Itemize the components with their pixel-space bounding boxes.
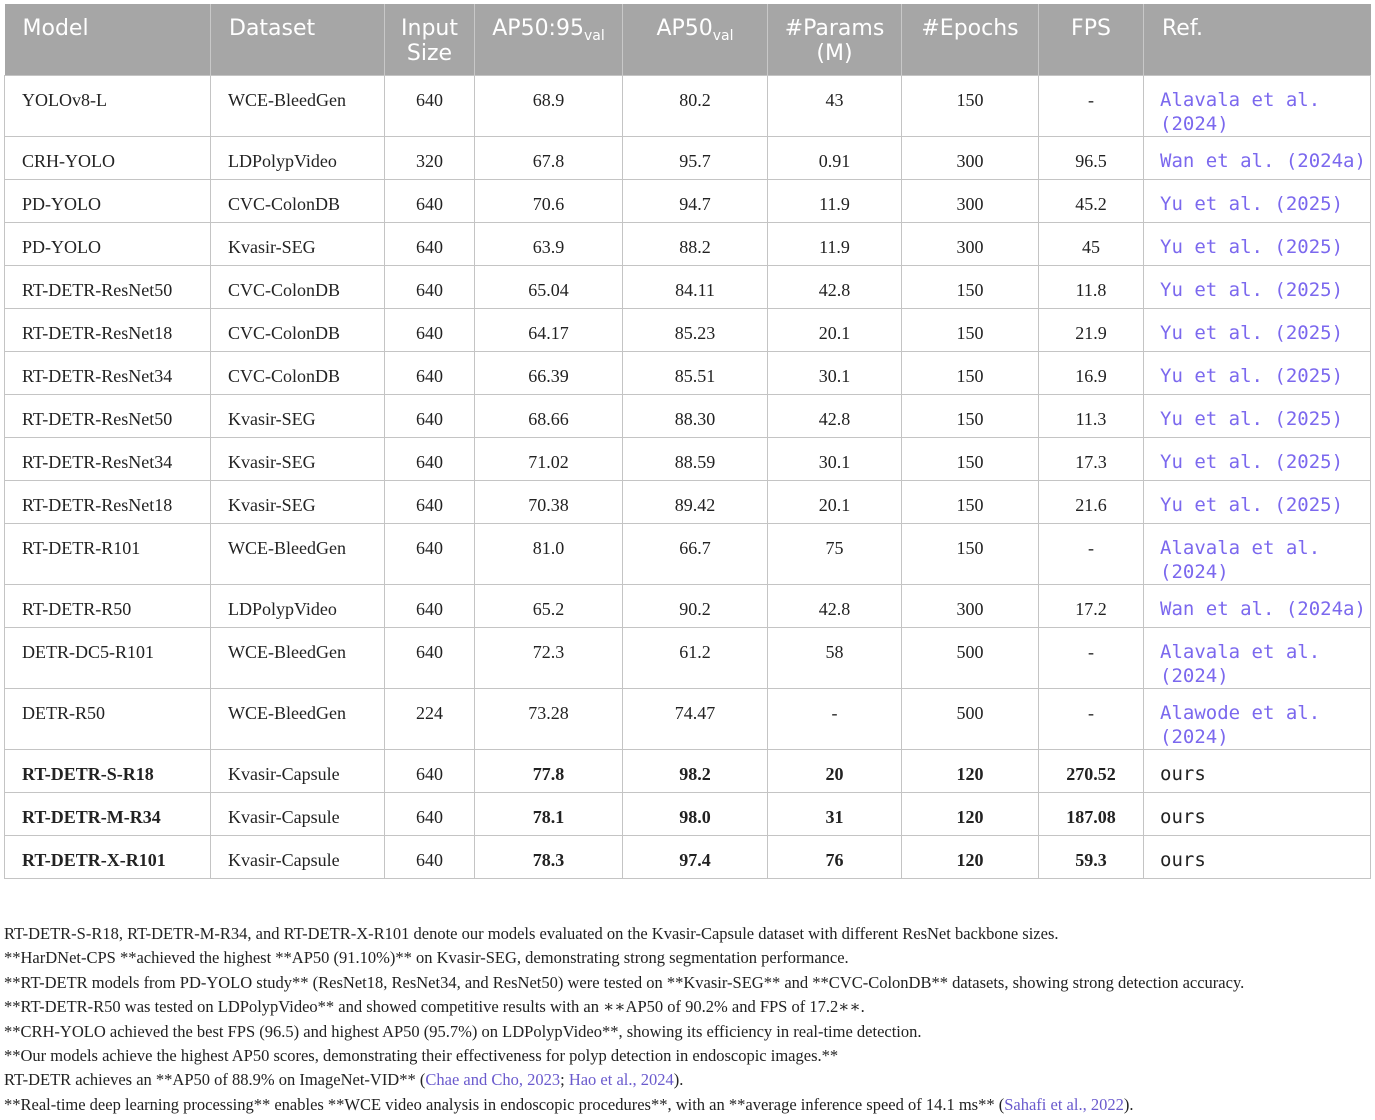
cell-epochs: 150: [902, 481, 1039, 524]
cell-params: 76: [768, 836, 902, 879]
ref-link[interactable]: Wan et al. (2024a): [1160, 598, 1366, 620]
cell-ap5095: 68.9: [475, 76, 623, 137]
cell-ap50: 94.7: [623, 180, 768, 223]
table-row: [5, 438, 1371, 481]
ref-link[interactable]: Yu et al. (2025): [1160, 408, 1344, 430]
cell-ref: ours: [1144, 793, 1371, 836]
cell-params: 0.91: [768, 137, 902, 180]
cell-fps: 11.8: [1039, 266, 1144, 309]
cell-input-size: 640: [385, 352, 475, 395]
cell-ref[interactable]: [1144, 137, 1371, 180]
cell-ap50: 84.11: [623, 266, 768, 309]
cell-epochs: 500: [902, 628, 1039, 689]
cell-fps: -: [1039, 628, 1144, 689]
footnote-text: ).: [673, 1070, 684, 1090]
cell-fps: 21.9: [1039, 309, 1144, 352]
table-row-ours: [5, 836, 1371, 879]
cell-ref[interactable]: [1144, 266, 1371, 309]
cell-ap5095: 63.9: [475, 223, 623, 266]
table-row: [5, 223, 1371, 266]
cell-params: 42.8: [768, 585, 902, 628]
ref-link[interactable]: Yu et al. (2025): [1160, 322, 1344, 344]
cell-ref[interactable]: [1144, 438, 1371, 481]
header-epochs: #Epochs: [902, 4, 1039, 76]
cell-input-size: 640: [385, 481, 475, 524]
ref-link[interactable]: Alawode et al.: [1160, 702, 1321, 724]
cell-params: 11.9: [768, 223, 902, 266]
cell-ap50: 85.51: [623, 352, 768, 395]
table-row: [5, 352, 1371, 395]
cell-ap50: 88.2: [623, 223, 768, 266]
table-row: [5, 481, 1371, 524]
ref-link[interactable]: Yu et al. (2025): [1160, 236, 1344, 258]
cell-fps: 16.9: [1039, 352, 1144, 395]
cell-ap5095: 73.28: [475, 689, 623, 750]
cell-ref[interactable]: [1144, 628, 1371, 689]
header-ref: Ref.: [1144, 4, 1371, 76]
table-footnotes: [4, 922, 1370, 1117]
cell-dataset: WCE-BleedGen: [211, 689, 385, 750]
ref-link[interactable]: Alavala et al.: [1160, 537, 1321, 559]
cell-model: RT-DETR-ResNet34: [5, 438, 211, 481]
cell-ref[interactable]: [1144, 223, 1371, 266]
header-ap5095: $AP50:95_{val}$: [475, 4, 623, 76]
table-row: [5, 309, 1371, 352]
cell-dataset: LDPolypVideo: [211, 585, 385, 628]
cell-epochs: 500: [902, 689, 1039, 750]
cell-ref: ours: [1144, 750, 1371, 793]
cell-ap50: 89.42: [623, 481, 768, 524]
cell-model: DETR-R50: [5, 689, 211, 750]
table-header-row: [5, 4, 1371, 76]
ref-link[interactable]: Yu et al. (2025): [1160, 279, 1344, 301]
cell-fps: 59.3: [1039, 836, 1144, 879]
cell-fps: 45.2: [1039, 180, 1144, 223]
cell-ap5095: 70.6: [475, 180, 623, 223]
footnote: **RT-DETR-R50 was tested on LDPolypVideo** and showed competitive results with an ∗∗AP50 of 90.2% and FPS of 17.2∗∗.: [4, 997, 865, 1017]
cell-ap50: 74.47: [623, 689, 768, 750]
table-body: [5, 76, 1371, 879]
ref-link[interactable]: Yu et al. (2025): [1160, 451, 1344, 473]
cell-params: 31: [768, 793, 902, 836]
cell-ap50: 95.7: [623, 137, 768, 180]
cell-model: PD-YOLO: [5, 223, 211, 266]
cell-fps: 11.3: [1039, 395, 1144, 438]
cell-ap5095: 81.0: [475, 524, 623, 585]
cell-ap5095: 78.3: [475, 836, 623, 879]
cell-model: RT-DETR-R101: [5, 524, 211, 585]
cell-ap5095: 65.04: [475, 266, 623, 309]
footnote: [4, 1068, 1370, 1092]
cell-dataset: WCE-BleedGen: [211, 524, 385, 585]
cell-ref[interactable]: [1144, 352, 1371, 395]
cell-model: RT-DETR-ResNet18: [5, 481, 211, 524]
cell-ref[interactable]: [1144, 585, 1371, 628]
cell-epochs: 150: [902, 524, 1039, 585]
table-row: [5, 137, 1371, 180]
cell-input-size: 640: [385, 585, 475, 628]
header-fps: FPS: [1039, 4, 1144, 76]
cell-ref[interactable]: [1144, 689, 1371, 750]
cell-dataset: LDPolypVideo: [211, 137, 385, 180]
cell-params: 42.8: [768, 266, 902, 309]
citation-link[interactable]: Hao et al., 2024: [568, 1070, 674, 1090]
cell-dataset: CVC-ColonDB: [211, 180, 385, 223]
cell-epochs: 150: [902, 438, 1039, 481]
citation-link[interactable]: Chae and Cho, 2023: [425, 1070, 561, 1090]
cell-ap50: 85.23: [623, 309, 768, 352]
cell-ap5095: 71.02: [475, 438, 623, 481]
cell-fps: -: [1039, 689, 1144, 750]
cell-ref[interactable]: [1144, 76, 1371, 137]
cell-model: CRH-YOLO: [5, 137, 211, 180]
ref-link-year[interactable]: (2024): [1160, 665, 1229, 687]
cell-epochs: 120: [902, 836, 1039, 879]
table-row-ours: [5, 793, 1371, 836]
cell-ap50: 98.0: [623, 793, 768, 836]
cell-input-size: 640: [385, 309, 475, 352]
table-row: [5, 628, 1371, 689]
cell-ap50: 66.7: [623, 524, 768, 585]
cell-ap5095: 77.8: [475, 750, 623, 793]
cell-model: DETR-DC5-R101: [5, 628, 211, 689]
citation-link[interactable]: Sahafi et al., 2022: [1004, 1094, 1124, 1114]
table-row: [5, 395, 1371, 438]
cell-fps: 96.5: [1039, 137, 1144, 180]
cell-ap5095: 64.17: [475, 309, 623, 352]
cell-dataset: Kvasir-Capsule: [211, 836, 385, 879]
cell-ap5095: 68.66: [475, 395, 623, 438]
cell-model: RT-DETR-R50: [5, 585, 211, 628]
cell-dataset: WCE-BleedGen: [211, 76, 385, 137]
cell-ap5095: 67.8: [475, 137, 623, 180]
cell-dataset: Kvasir-SEG: [211, 438, 385, 481]
header-ap50: $AP50_{val}$: [623, 4, 768, 76]
cell-model: RT-DETR-X-R101: [5, 836, 211, 879]
footnote: **RT-DETR models from PD-YOLO study** (ResNet18, ResNet34, and ResNet50) were tested on **Kvasir-SEG** and **CVC-ColonDB** datasets, showing strong detection accuracy.: [4, 972, 1245, 992]
cell-epochs: 150: [902, 395, 1039, 438]
cell-ap50: 97.4: [623, 836, 768, 879]
cell-ap5095: 65.2: [475, 585, 623, 628]
footnote: [4, 1093, 1370, 1117]
cell-params: 30.1: [768, 352, 902, 395]
cell-input-size: 640: [385, 223, 475, 266]
footnote-text: ;: [560, 1070, 569, 1090]
cell-dataset: Kvasir-Capsule: [211, 793, 385, 836]
cell-ref[interactable]: [1144, 524, 1371, 585]
cell-ap50: 88.30: [623, 395, 768, 438]
results-table: [4, 4, 1371, 879]
cell-input-size: 640: [385, 628, 475, 689]
cell-epochs: 150: [902, 266, 1039, 309]
cell-params: 58: [768, 628, 902, 689]
cell-dataset: Kvasir-SEG: [211, 223, 385, 266]
cell-dataset: CVC-ColonDB: [211, 266, 385, 309]
cell-model: PD-YOLO: [5, 180, 211, 223]
cell-epochs: 300: [902, 137, 1039, 180]
cell-epochs: 150: [902, 309, 1039, 352]
cell-model: YOLOv8-L: [5, 76, 211, 137]
ref-link[interactable]: Yu et al. (2025): [1160, 494, 1344, 516]
cell-epochs: 120: [902, 793, 1039, 836]
footnote: **Our models achieve the highest AP50 scores, demonstrating their effectiveness for polyp detection in endoscopic images.**: [4, 1046, 839, 1066]
cell-params: 43: [768, 76, 902, 137]
cell-ap5095: 70.38: [475, 481, 623, 524]
footnote: RT-DETR-S-R18, RT-DETR-M-R34, and RT-DETR-X-R101 denote our models evaluated on the Kvasir-Capsule dataset with different ResNet backbone sizes.: [4, 924, 1059, 943]
cell-fps: 270.52: [1039, 750, 1144, 793]
cell-params: 20.1: [768, 481, 902, 524]
cell-params: 30.1: [768, 438, 902, 481]
cell-ap50: 80.2: [623, 76, 768, 137]
cell-input-size: 224: [385, 689, 475, 750]
header-dataset: Dataset: [211, 4, 385, 76]
cell-model: RT-DETR-ResNet50: [5, 266, 211, 309]
cell-model: RT-DETR-M-R34: [5, 793, 211, 836]
cell-epochs: 300: [902, 223, 1039, 266]
cell-fps: 17.2: [1039, 585, 1144, 628]
cell-input-size: 640: [385, 438, 475, 481]
cell-fps: 17.3: [1039, 438, 1144, 481]
cell-ref: ours: [1144, 836, 1371, 879]
cell-ref[interactable]: [1144, 309, 1371, 352]
cell-params: 75: [768, 524, 902, 585]
ref-link-year[interactable]: (2024): [1160, 113, 1229, 135]
cell-ap50: 98.2: [623, 750, 768, 793]
ref-link-year[interactable]: (2024): [1160, 726, 1229, 748]
cell-input-size: 640: [385, 395, 475, 438]
cell-ap50: 88.59: [623, 438, 768, 481]
ref-link[interactable]: Wan et al. (2024a): [1160, 150, 1366, 172]
cell-fps: 187.08: [1039, 793, 1144, 836]
cell-input-size: 640: [385, 750, 475, 793]
footnote-text: RT-DETR achieves an **AP50 of 88.9% on ImageNet-VID** (: [4, 1070, 426, 1090]
cell-input-size: 640: [385, 180, 475, 223]
cell-params: -: [768, 689, 902, 750]
cell-dataset: Kvasir-SEG: [211, 395, 385, 438]
cell-dataset: Kvasir-Capsule: [211, 750, 385, 793]
header-model: Model: [5, 4, 211, 76]
ref-link[interactable]: Yu et al. (2025): [1160, 193, 1344, 215]
ref-link[interactable]: Alavala et al.: [1160, 641, 1321, 663]
cell-ref[interactable]: [1144, 481, 1371, 524]
cell-ap5095: 66.39: [475, 352, 623, 395]
cell-ref[interactable]: [1144, 180, 1371, 223]
cell-input-size: 640: [385, 524, 475, 585]
cell-input-size: 640: [385, 266, 475, 309]
cell-dataset: Kvasir-SEG: [211, 481, 385, 524]
cell-params: 20: [768, 750, 902, 793]
table-row: [5, 585, 1371, 628]
cell-epochs: 150: [902, 352, 1039, 395]
ref-link[interactable]: Alavala et al.: [1160, 89, 1321, 111]
cell-ap50: 61.2: [623, 628, 768, 689]
cell-input-size: 640: [385, 793, 475, 836]
table-row-ours: [5, 750, 1371, 793]
header-input-size: Input Size: [385, 4, 475, 76]
table-row: [5, 180, 1371, 223]
table-row: [5, 524, 1371, 585]
cell-epochs: 300: [902, 585, 1039, 628]
header-params: #Params (M): [768, 4, 902, 76]
cell-ref[interactable]: [1144, 395, 1371, 438]
footnote-text: ).: [1123, 1094, 1134, 1114]
cell-input-size: 640: [385, 836, 475, 879]
cell-ap5095: 78.1: [475, 793, 623, 836]
table-row: [5, 689, 1371, 750]
table-row: [5, 266, 1371, 309]
cell-model: RT-DETR-ResNet34: [5, 352, 211, 395]
footnote: **HarDNet-CPS **achieved the highest **AP50 (91.10%)** on Kvasir-SEG, demonstrating strong segmentation performance.: [4, 948, 849, 968]
cell-fps: 45: [1039, 223, 1144, 266]
cell-params: 42.8: [768, 395, 902, 438]
cell-params: 11.9: [768, 180, 902, 223]
cell-epochs: 150: [902, 76, 1039, 137]
ref-link-year[interactable]: (2024): [1160, 561, 1229, 583]
cell-input-size: 640: [385, 76, 475, 137]
cell-dataset: WCE-BleedGen: [211, 628, 385, 689]
ref-link[interactable]: Yu et al. (2025): [1160, 365, 1344, 387]
cell-dataset: CVC-ColonDB: [211, 309, 385, 352]
cell-ap50: 90.2: [623, 585, 768, 628]
cell-model: RT-DETR-ResNet50: [5, 395, 211, 438]
cell-model: RT-DETR-ResNet18: [5, 309, 211, 352]
table-row: [5, 76, 1371, 137]
cell-dataset: CVC-ColonDB: [211, 352, 385, 395]
cell-ap5095: 72.3: [475, 628, 623, 689]
cell-fps: -: [1039, 76, 1144, 137]
cell-epochs: 120: [902, 750, 1039, 793]
footnote-text: **Real-time deep learning processing** enables **WCE video analysis in endoscopic procedures**, with an **average inference speed of 14.1 ms** (: [4, 1094, 1005, 1114]
footnote: **CRH-YOLO achieved the best FPS (96.5) and highest AP50 (95.7%) on LDPolypVideo**, showing its efficiency in real-time detection.: [4, 1021, 922, 1041]
cell-fps: 21.6: [1039, 481, 1144, 524]
cell-model: RT-DETR-S-R18: [5, 750, 211, 793]
cell-input-size: 320: [385, 137, 475, 180]
cell-params: 20.1: [768, 309, 902, 352]
cell-fps: -: [1039, 524, 1144, 585]
cell-epochs: 300: [902, 180, 1039, 223]
